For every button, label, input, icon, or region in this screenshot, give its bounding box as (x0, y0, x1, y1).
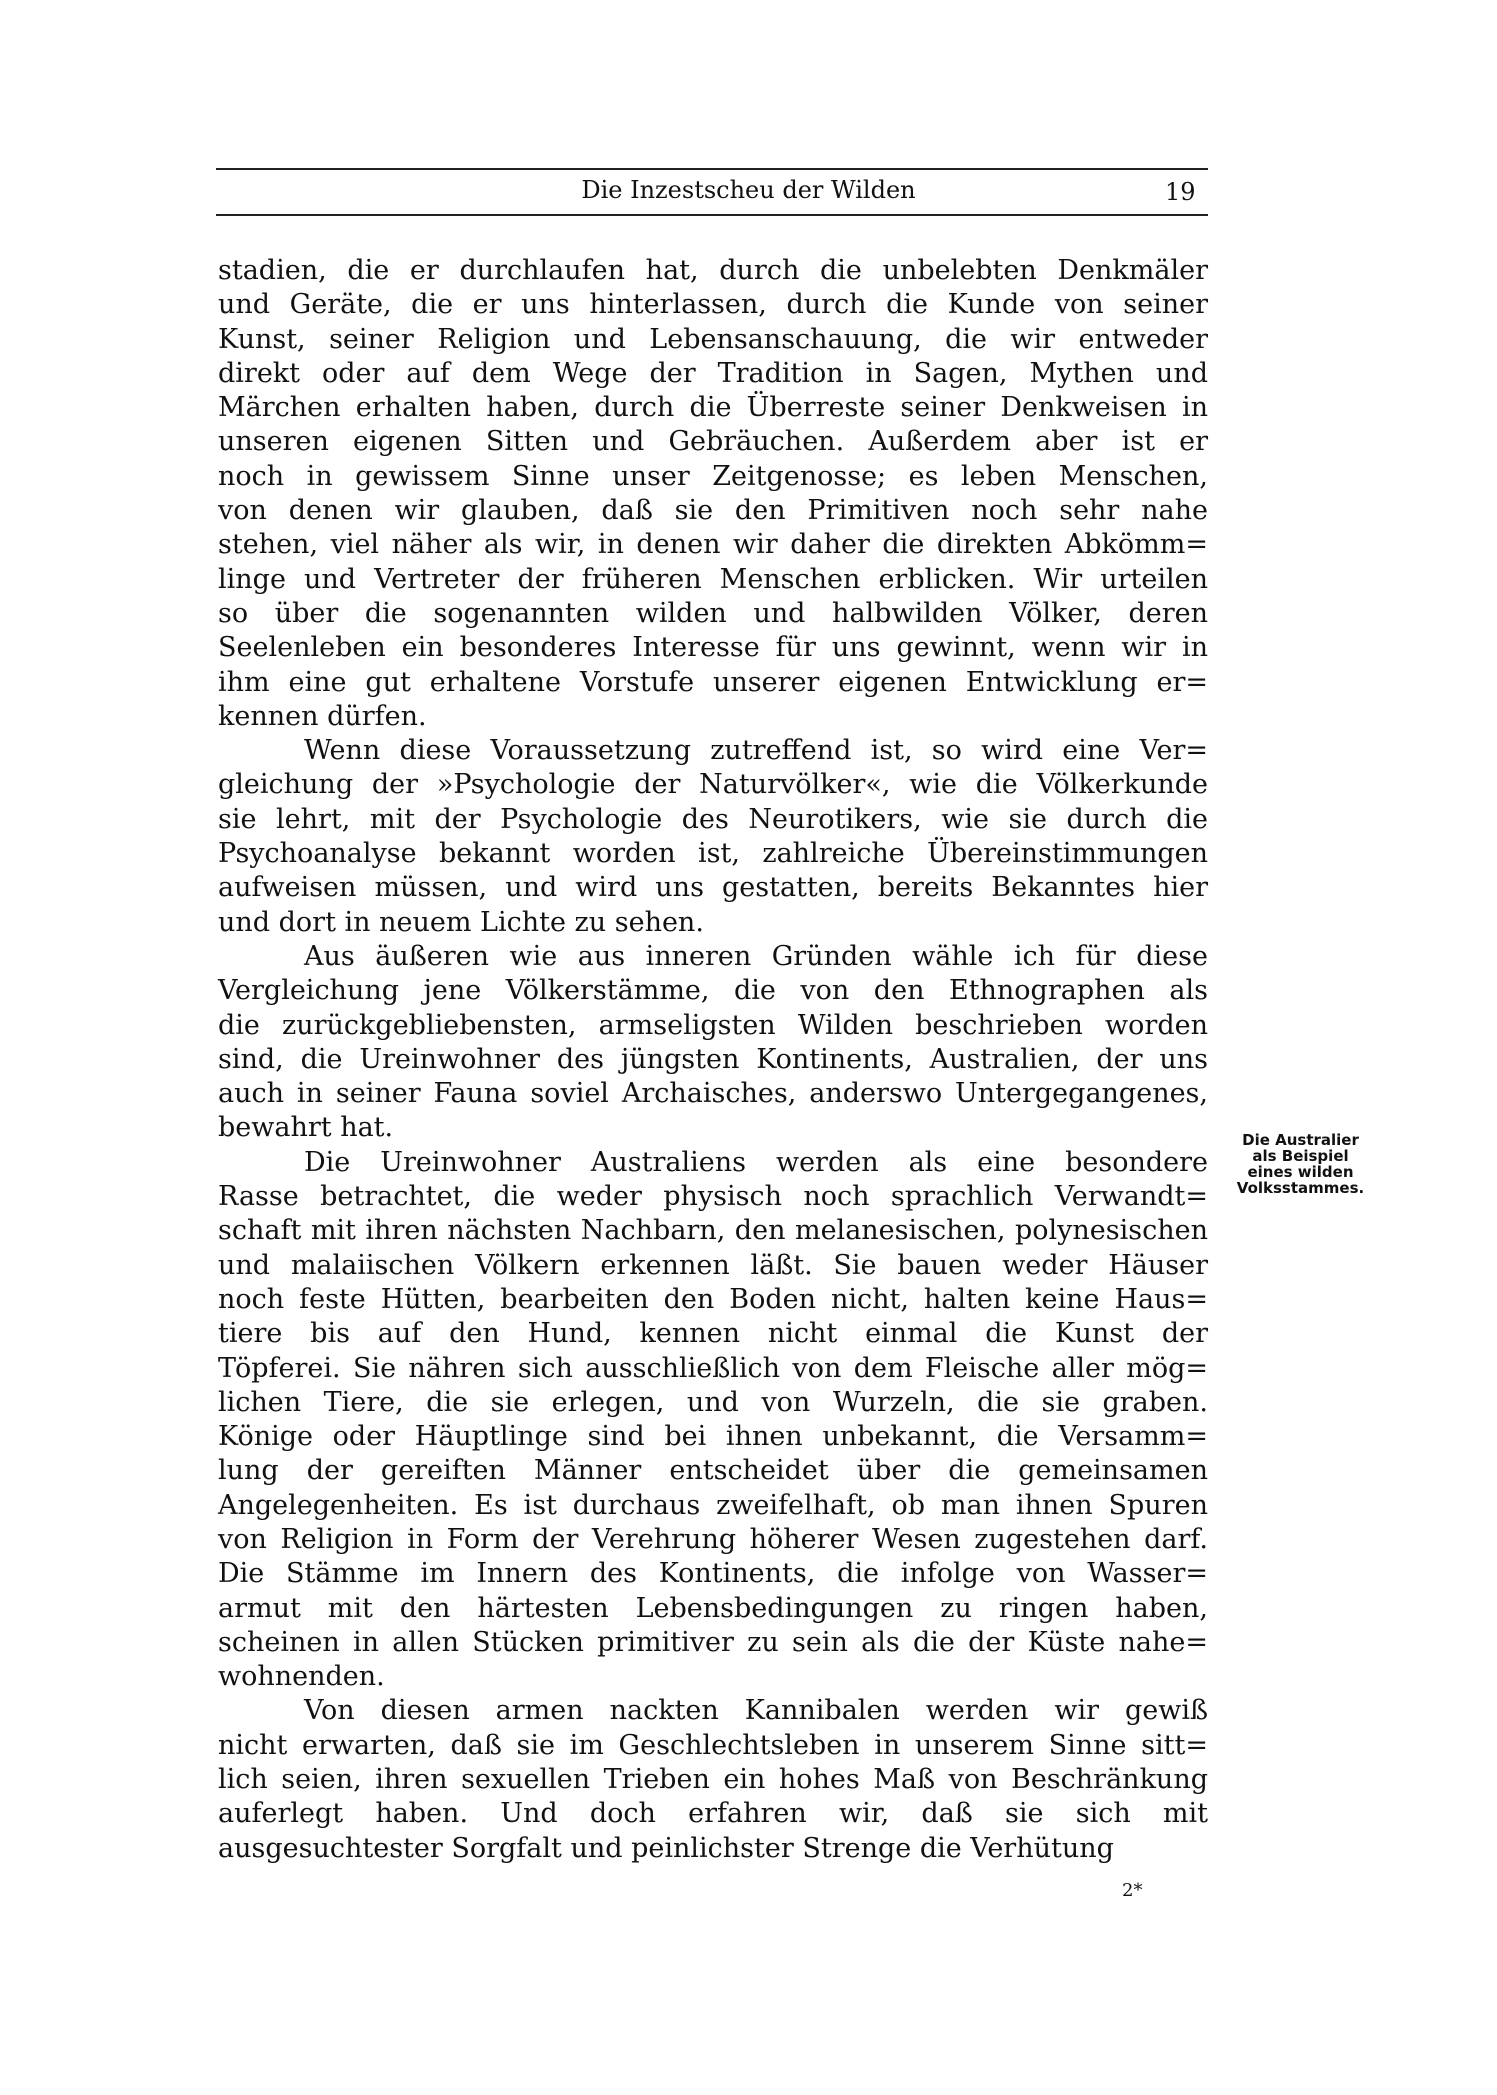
text-line: und Geräte, die er uns hinterlassen, durch die Kunde von seiner (218, 289, 1208, 321)
margin-note (1208, 1132, 1393, 1196)
text-line: sie lehrt, mit der Psychologie des Neurotikers, wie sie durch die (218, 803, 1208, 835)
text-line: und malaiischen Völkern erkennen läßt. Sie bauen weder Häuser (218, 1249, 1208, 1281)
header-rule-top (216, 168, 1208, 170)
text-line: lichen Tiere, die sie erlegen, und von Wurzeln, die sie graben. (218, 1386, 1208, 1418)
text-line: Rasse betrachtet, die weder physisch noch sprachlich Verwandt= (218, 1181, 1208, 1213)
text-line: Die Stämme im Innern des Kontinents, die infolge von Wasser= (218, 1558, 1208, 1590)
paragraph (218, 254, 1208, 734)
text-line: stadien, die er durchlaufen hat, durch die unbelebten Denkmäler (218, 255, 1208, 286)
text-line: armut mit den härtesten Lebensbedingungen zu ringen haben, (218, 1592, 1208, 1624)
text-line: lich seien, ihren sexuellen Trieben ein hohes Maß von Beschränkung (218, 1764, 1208, 1796)
text-line: Von diesen armen nackten Kannibalen werden wir gewiß (304, 1695, 1208, 1727)
body-text (218, 254, 1208, 1866)
text-line: linge und Vertreter der früheren Menschen erblicken. Wir urteilen (218, 563, 1208, 595)
margin-note-line: Volksstammes. (1236, 1179, 1365, 1197)
text-line: auferlegt haben. Und doch erfahren wir, daß sie sich mit (218, 1798, 1208, 1830)
text-line: die zurückgebliebensten, armseligsten Wilden beschrieben worden (218, 1009, 1208, 1041)
text-line: Wenn diese Voraussetzung zutreffend ist, so wird eine Ver= (304, 735, 1208, 767)
text-line: auch in seiner Fauna soviel Archaisches, anderswo Untergegangenes, (218, 1078, 1208, 1110)
text-line: schaft mit ihren nächsten Nachbarn, den melanesischen, polynesischen (218, 1215, 1208, 1247)
text-line: von Religion in Form der Verehrung höherer Wesen zugestehen darf. (218, 1523, 1208, 1555)
text-line: Die Ureinwohner Australiens werden als eine besondere (304, 1146, 1208, 1178)
header-rule-bottom (216, 214, 1208, 216)
text-line: bewahrt hat. (218, 1112, 394, 1144)
text-line: unseren eigenen Sitten und Gebräuchen. Außerdem aber ist er (218, 426, 1208, 458)
text-line: so über die sogenannten wilden und halbwilden Völker, deren (218, 597, 1208, 629)
text-line: kennen dürfen. (218, 700, 427, 732)
text-line: noch in gewissem Sinne unser Zeitgenosse; es leben Menschen, (218, 460, 1208, 492)
paragraph (218, 1694, 1208, 1865)
text-line: Töpferei. Sie nähren sich ausschließlich von dem Fleische aller mög= (218, 1352, 1208, 1384)
margin-note-line: eines wilden (1247, 1163, 1354, 1181)
text-line: direkt oder auf dem Wege der Tradition in Sagen, Mythen und (218, 357, 1208, 389)
text-line: tiere bis auf den Hund, kennen nicht einmal die Kunst der (218, 1318, 1208, 1350)
text-line: Aus äußeren wie aus inneren Gründen wähle ich für diese (304, 940, 1208, 972)
paragraph (218, 1146, 1208, 1695)
text-line: Psychoanalyse bekannt worden ist, zahlreiche Übereinstimmungen (218, 838, 1208, 870)
text-line: Seelenleben ein besonderes Interesse für uns gewinnt, wenn wir in (218, 632, 1208, 664)
paragraph (218, 940, 1208, 1146)
text-line: Kunst, seiner Religion und Lebensanschauung, die wir entweder (218, 323, 1208, 355)
text-line: von denen wir glauben, daß sie den Primitiven noch sehr nahe (218, 495, 1208, 527)
text-line: Angelegenheiten. Es ist durchaus zweifelhaft, ob man ihnen Spuren (218, 1489, 1208, 1521)
text-line: ausgesuchtester Sorgfalt und peinlichster Strenge die Verhütung (218, 1832, 1114, 1864)
margin-note-line: als Beispiel (1252, 1147, 1349, 1165)
text-line: Märchen erhalten haben, durch die Überreste seiner Denkweisen in (218, 392, 1208, 424)
text-line: wohnenden. (218, 1661, 385, 1693)
text-line: lung der gereiften Männer entscheidet über die gemeinsamen (218, 1455, 1208, 1487)
text-line: und dort in neuem Lichte zu sehen. (218, 906, 704, 938)
page-number: 19 (1165, 178, 1196, 206)
text-line: Vergleichung jene Völkerstämme, die von den Ethnographen als (218, 975, 1208, 1007)
text-line: noch feste Hütten, bearbeiten den Boden nicht, halten keine Haus= (218, 1283, 1208, 1315)
text-line: scheinen in allen Stücken primitiver zu sein als die der Küste nahe= (218, 1626, 1208, 1658)
paragraph (218, 734, 1208, 940)
signature-mark: 2* (1122, 1880, 1143, 1901)
text-line: Könige oder Häuptlinge sind bei ihnen unbekannt, die Versamm= (218, 1421, 1208, 1453)
margin-note-line: Die Australier (1242, 1131, 1359, 1149)
running-header-title: Die Inzestscheu der Wilden (581, 176, 916, 204)
text-line: aufweisen müssen, und wird uns gestatten, bereits Bekanntes hier (218, 872, 1208, 904)
text-line: gleichung der »Psychologie der Naturvölker«, wie die Völkerkunde (218, 769, 1208, 801)
text-line: sind, die Ureinwohner des jüngsten Kontinents, Australien, der uns (218, 1043, 1208, 1075)
text-line: nicht erwarten, daß sie im Geschlechtsleben in unserem Sinne sitt= (218, 1729, 1208, 1761)
text-line: stehen, viel näher als wir, in denen wir daher die direkten Abkömm= (218, 529, 1208, 561)
text-line: ihm eine gut erhaltene Vorstufe unserer eigenen Entwicklung er= (218, 666, 1208, 698)
